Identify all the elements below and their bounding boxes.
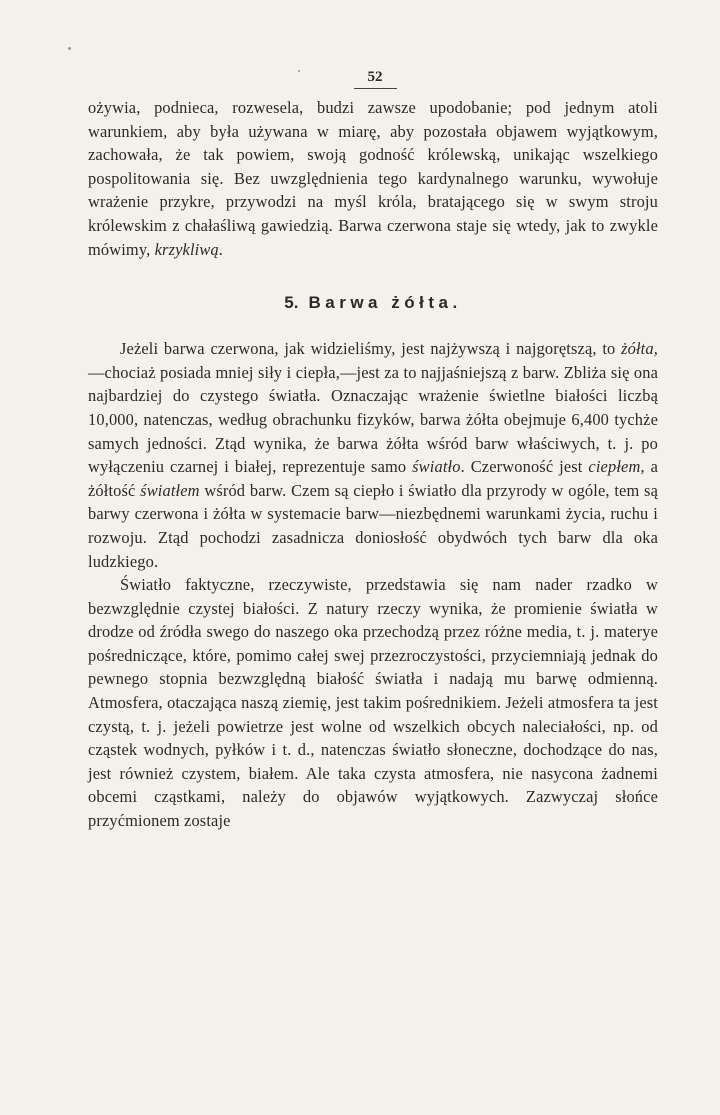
paragraph-text: wśród barw. Czem są ciepło i światło dla przyrody w ogóle, tem są barwy czerwona i żółta w systemacie barw—niezbędnemi warunkami życia, ruchu i rozwoju. Ztąd pochodzi zasadnicza doniosłość obydwóch tych barw dla oka ludzkiego. bbox=[88, 480, 658, 571]
paragraph-text: , a żółtość bbox=[88, 457, 659, 500]
italic-word: ciepłem bbox=[588, 457, 641, 477]
italic-word: światłem bbox=[140, 480, 200, 500]
paper-speck bbox=[68, 47, 71, 50]
paragraph-text: . bbox=[218, 239, 224, 259]
paragraph-3: Światło faktyczne, rzeczywiste, przedstawia się nam nader rzadko w bezwzględnie czystej białości. Z natury rzeczy wynika, że promienie światła w drodze od źródła swego do naszego oka przechodzą przez różne media, t. j. materye pośredniczące, które, pomimo całej swej przezroczystości, przyciemniają jednak do pewnego stopnia bezwzględną białość światła i nadają mu barwę odmienną. Atmosfera, otaczająca naszą ziemię, jest takim pośrednikiem. Jeżeli atmosfera ta jest czystą, t. j. jeżeli powietrze jest wolne od wszelkich obcych naleciałości, np. od cząstek wodnych, pyłków i t. d., natenczas światło słoneczne, dochodzące do nas, jest również czystem, białem. Ale taka czysta atmosfera, nie nasycona żadnemi obcemi cząstkami, należy do objawów wyjątkowych. Zazwyczaj słońce przyćmionem zostaje bbox=[88, 575, 658, 831]
paragraph-1 bbox=[88, 96, 658, 261]
page-body bbox=[88, 96, 658, 833]
italic-word: krzykliwą bbox=[154, 239, 219, 259]
italic-word: światło bbox=[412, 457, 461, 477]
paragraph-text: Jeżeli barwa czerwona, jak widzieliśmy, jest najżywszą i najgorętszą, to bbox=[120, 339, 622, 359]
page-number: 52 bbox=[354, 69, 397, 89]
paragraph-2 bbox=[88, 337, 658, 573]
paragraph-text: ,—chociaż posiada mniej siły i ciepła,—jest za to najjaśniejszą z barw. Zbliża się ona najbardziej do czystego światła. Oznaczając wrażenie świetlne białości liczbą 10,000, natenczas, według obrachunku fizyków, barwa żółta obejmuje 6,400 tychże samych jedności. Ztąd wynika, że barwa żółta wśród barw właściwych, t. j. po wyłączeniu czarnej i białej, reprezentuje samo bbox=[88, 339, 658, 477]
section-number: 5. bbox=[284, 293, 299, 313]
paragraph-text: . Czerwoność jest bbox=[460, 457, 589, 477]
section-title: Barwa żółta. bbox=[308, 293, 462, 313]
section-heading bbox=[88, 291, 658, 315]
paragraph-text: ożywia, podnieca, rozwesela, budzi zawsze upodobanie; pod jednym atoli warunkiem, aby była używana w miarę, aby pozostała objawem wyjątkowym, zachowała, że tak powiem, swoją godność królewską, unikając wszelkiego pospolitowania się. Bez uwzględnienia tego kardynalnego warunku, wywołuje wrażenie przykre, przywodzi na myśl króla, bratającego się w swym stroju królewskim z chałaśliwą gawiedzią. Barwa czerwona staje się wtedy, jak to zwykle mówimy, bbox=[88, 98, 658, 259]
italic-word: żółta bbox=[621, 339, 654, 359]
page-header bbox=[0, 66, 720, 89]
